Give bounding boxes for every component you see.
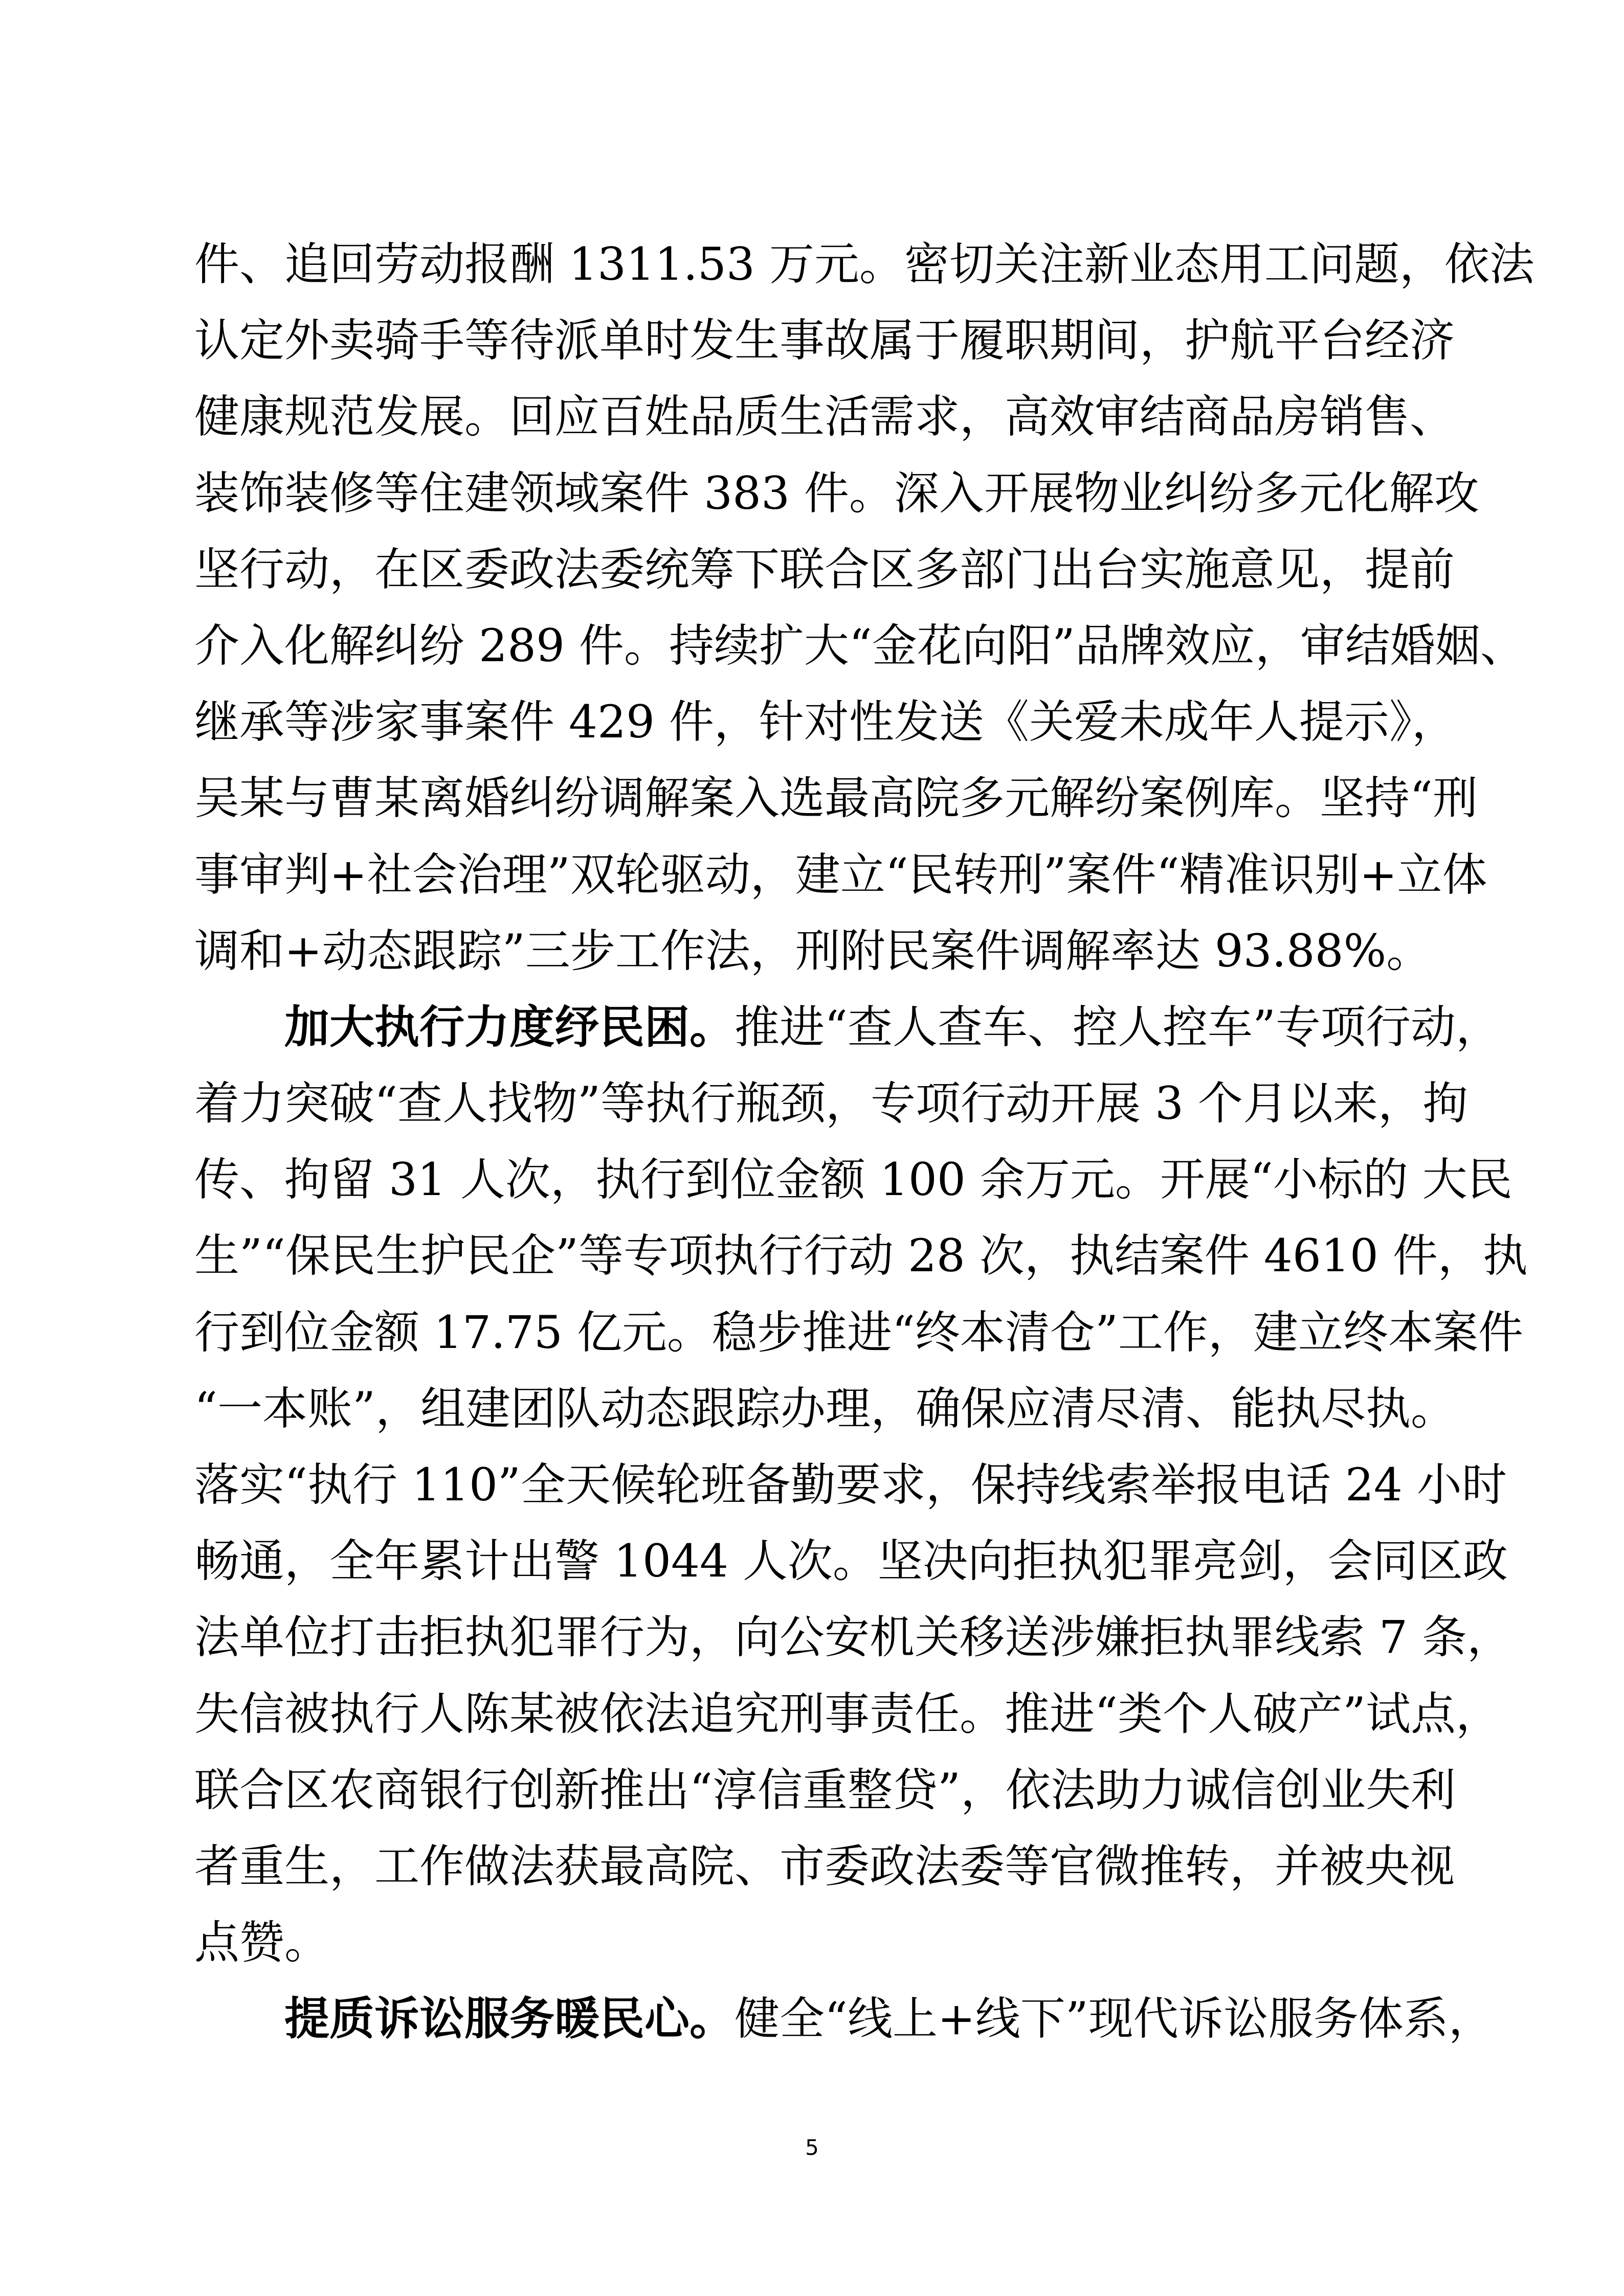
text-line: 装饰装修等住建领域案件 383 件。深入开展物业纠纷多元化解攻 — [194, 466, 1479, 520]
text-line: 落实“执行 110”全天候轮班备勤要求，保持线索举报电话 24 小时 — [194, 1458, 1507, 1511]
paragraph-first-line-text: 推进“查人查车、控人控车”专项行动， — [735, 1000, 1501, 1053]
body-text — [194, 226, 1534, 2057]
text-line: 行到位金额 17.75 亿元。稳步推进“终本清仓”工作，建立终本案件 — [194, 1305, 1523, 1359]
page-number: 5 — [805, 2135, 819, 2160]
text-line: 事审判+社会治理”双轮驱动，建立“民转刑”案件“精准识别+立体 — [194, 848, 1487, 901]
text-line: 继承等涉家事案件 429 件，针对性发送《关爱未成年人提示》， — [194, 695, 1457, 749]
paragraph-lead-heading: 提质诉讼服务暖民心。 — [284, 1992, 735, 2045]
text-line: 吴某与曹某离婚纠纷调解案入选最高院多元解纷案例库。坚持“刑 — [194, 772, 1478, 825]
text-line: 点赞。 — [194, 1916, 330, 1969]
paragraph-first-line — [194, 1980, 1494, 2057]
text-line: 认定外卖骑手等待派单时发生事故属于履职期间，护航平台经济 — [194, 314, 1455, 367]
paragraph-first-line — [194, 989, 1501, 1065]
text-line: 着力突破“查人找物”等执行瓶颈，专项行动开展 3 个月以来，拘 — [194, 1077, 1468, 1130]
text-line: 者重生，工作做法获最高院、市委政法委等官微推转，并被央视 — [194, 1839, 1455, 1893]
text-line: 件、追回劳动报酬 1311.53 万元。密切关注新业态用工问题，依法 — [194, 238, 1534, 290]
text-line: 法单位打击拒执犯罪行为，向公安机关移送涉嫌拒执罪线索 7 条， — [194, 1611, 1512, 1664]
text-line: 畅通，全年累计出警 1044 人次。坚决向拒执犯罪亮剑，会同区政 — [194, 1535, 1508, 1588]
paragraph-litigation-service — [194, 1980, 1494, 2057]
paragraph-first-line-text: 健全“线上+线下”现代诉讼服务体系， — [735, 1992, 1494, 2045]
paragraph-lead-heading: 加大执行力度纾民困。 — [284, 1000, 735, 1053]
paragraph-execution — [194, 989, 1528, 1980]
text-line: 调和+动态跟踪”三步工作法，刑附民案件调解率达 93.88%。 — [194, 924, 1432, 977]
text-line: “一本账”，组建团队动态跟踪办理，确保应清尽清、能执尽执。 — [194, 1382, 1456, 1435]
paragraph-case-handling — [194, 226, 1534, 989]
text-line: 失信被执行人陈某被依法追究刑事责任。推进“类个人破产”试点， — [194, 1687, 1501, 1740]
text-line: 生”“保民生护民企”等专项执行行动 28 次，执结案件 4610 件，执 — [194, 1229, 1528, 1282]
text-line: 传、拘留 31 人次，执行到位金额 100 余万元。开展“小标的 大民 — [194, 1153, 1512, 1206]
text-line: 联合区农商银行创新推出“淳信重整贷”，依法助力诚信创业失利 — [194, 1763, 1456, 1816]
text-line: 健康规范发展。回应百姓品质生活需求，高效审结商品房销售、 — [194, 390, 1455, 443]
text-line: 介入化解纠纷 289 件。持续扩大“金花向阳”品牌效应，审结婚姻、 — [194, 619, 1525, 672]
text-line: 坚行动，在区委政法委统筹下联合区多部门出台实施意见，提前 — [194, 543, 1455, 596]
